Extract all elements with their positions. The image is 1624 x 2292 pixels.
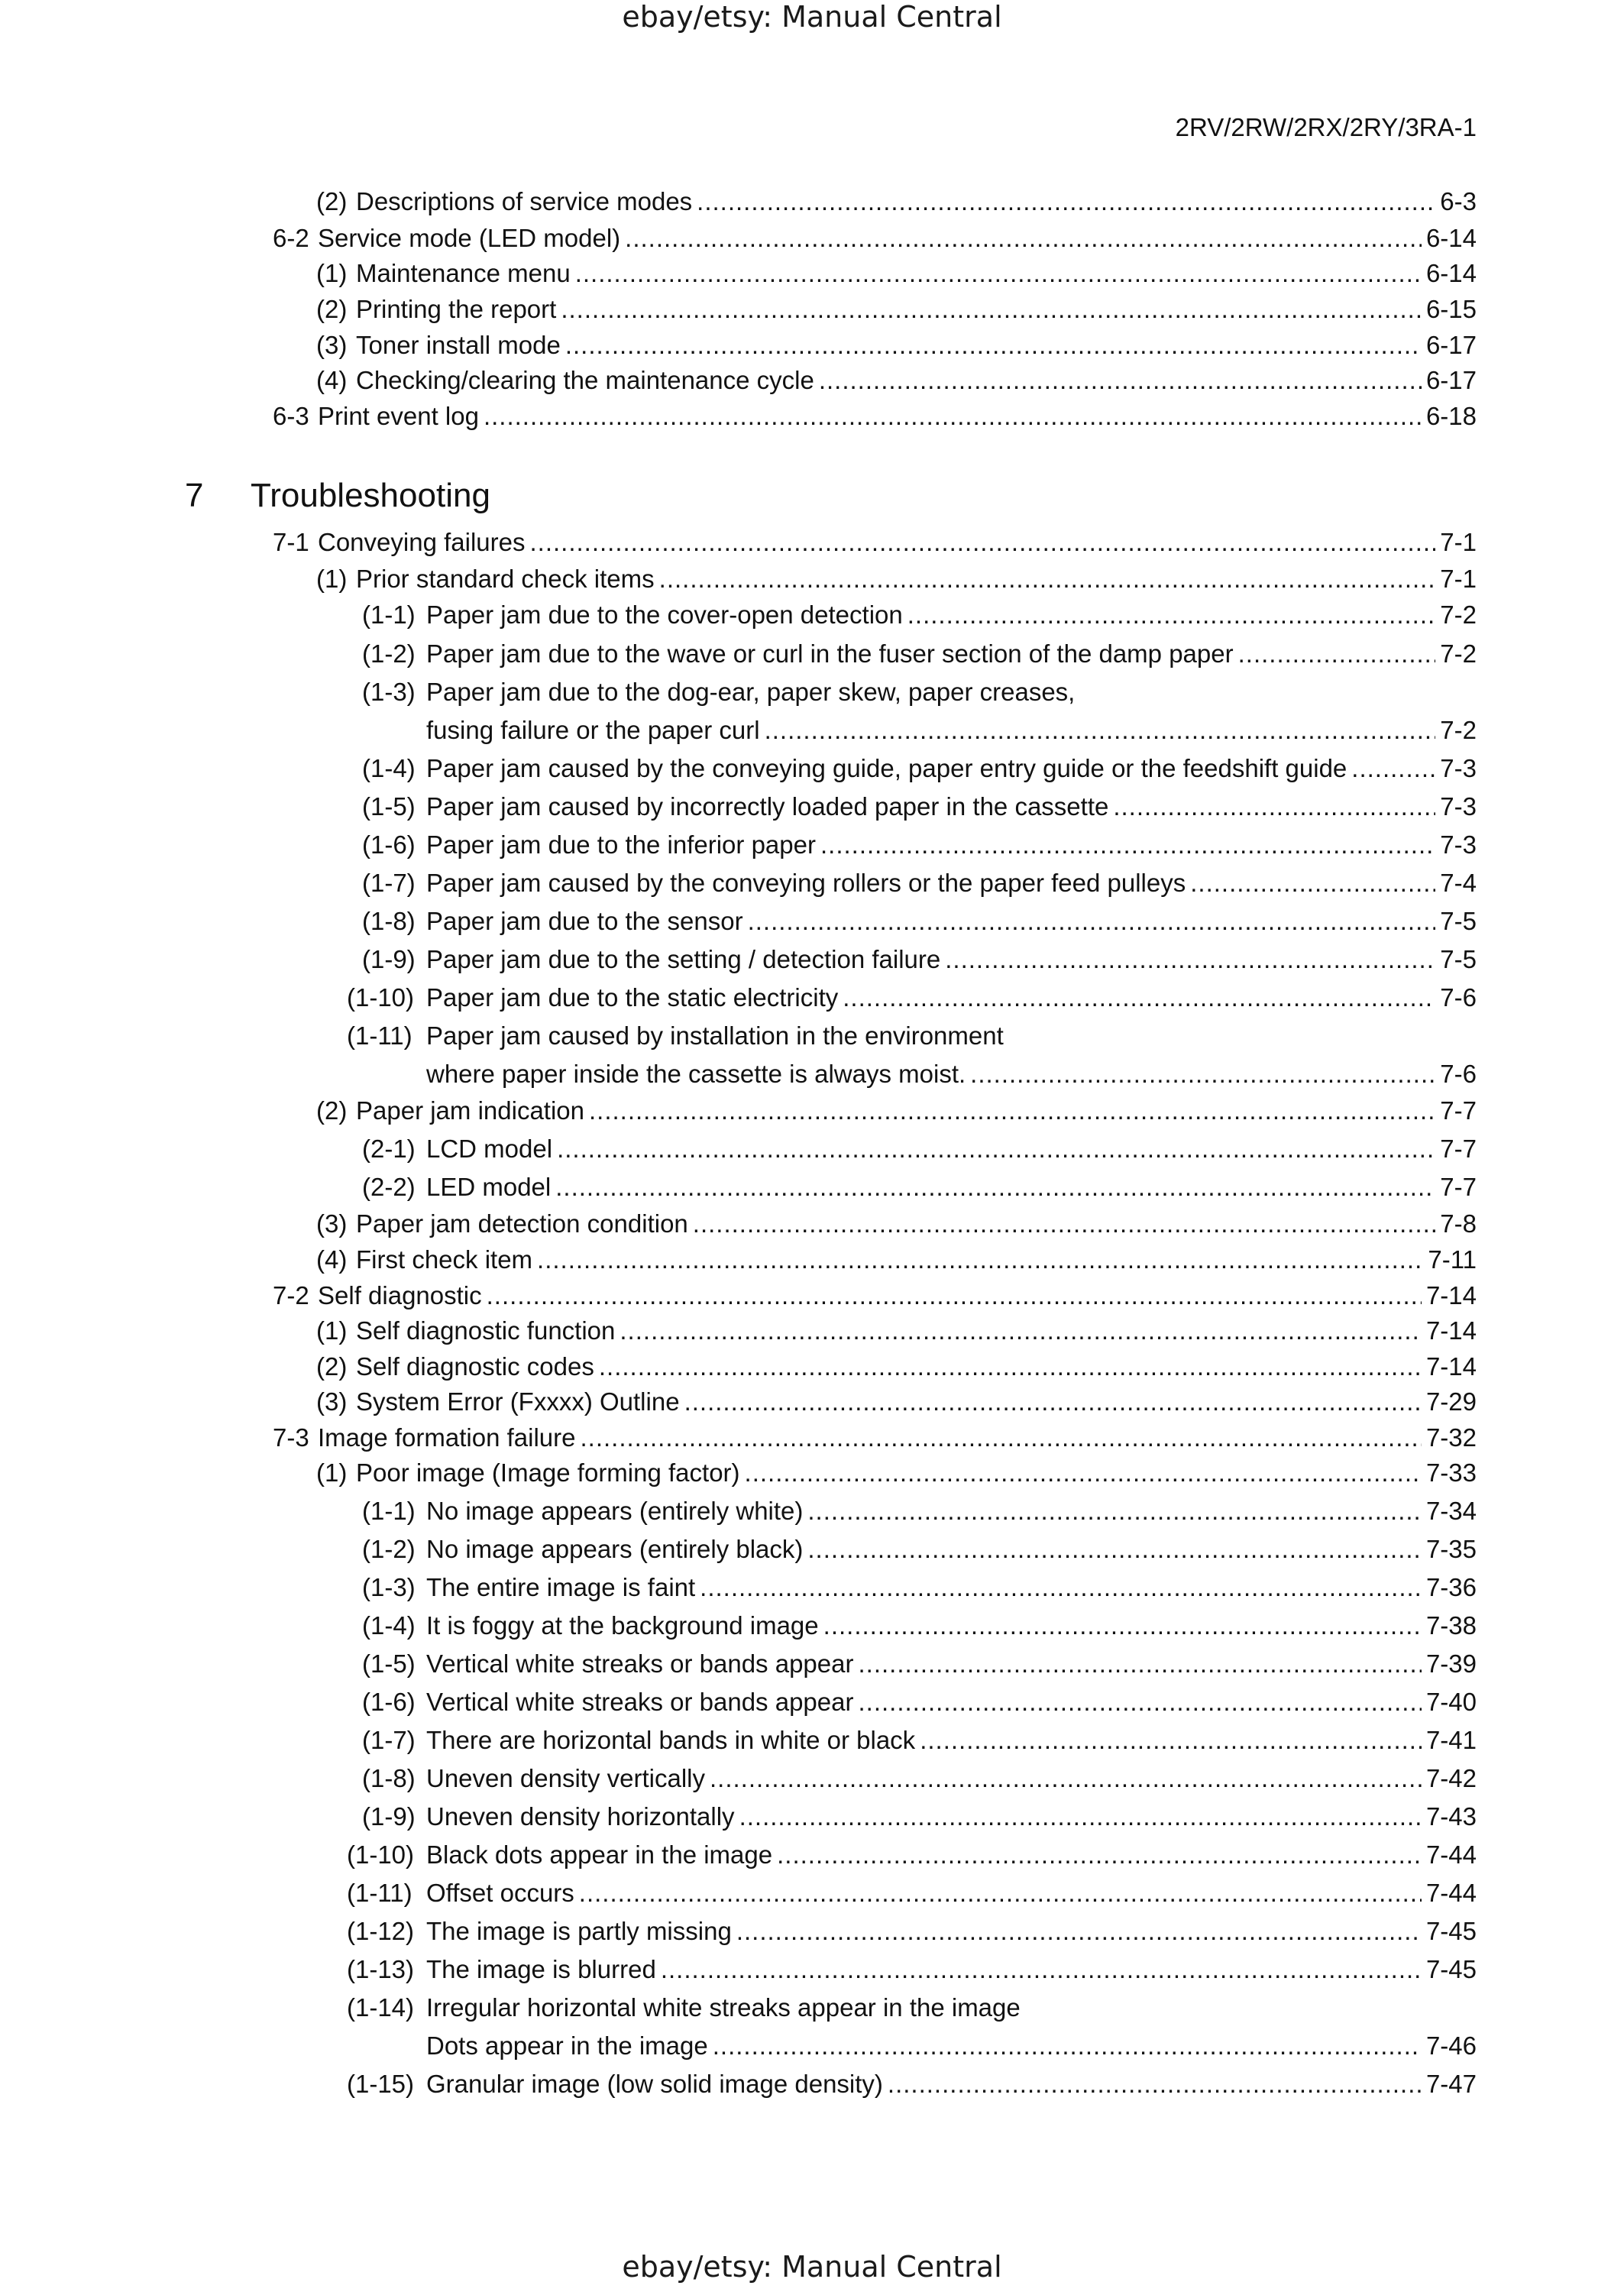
toc-entry-title: Dots appear in the image <box>426 2031 708 2060</box>
toc-entry <box>362 830 1477 860</box>
toc-entry-title: System Error (Fxxxx) Outline <box>356 1387 680 1416</box>
toc-leader-dots <box>1351 753 1435 784</box>
toc-entry-title: Vertical white streaks or bands appear <box>426 1649 854 1678</box>
toc-entry-number: (2) <box>316 1096 348 1125</box>
toc-entry-page: 7-7 <box>1440 1096 1477 1125</box>
toc-leader-dots <box>765 715 1436 746</box>
toc-entry-page: 6-14 <box>1425 259 1477 287</box>
toc-entry-number: (1-14) <box>347 1993 415 2022</box>
toc-leader-dots <box>561 294 1422 325</box>
toc-leader-dots <box>710 1763 1422 1794</box>
toc-entry-title: Self diagnostic <box>318 1281 482 1309</box>
toc-entry-page: 7-14 <box>1425 1316 1477 1345</box>
toc-entry-number: (2) <box>316 1352 348 1381</box>
toc-entry-page: 6-18 <box>1425 402 1477 430</box>
toc-entry-title: Conveying failures <box>318 528 526 556</box>
toc-entry-page: 7-14 <box>1425 1352 1477 1381</box>
toc-leader-dots <box>537 1245 1423 1275</box>
toc-entry-page: 7-11 <box>1428 1245 1477 1274</box>
toc-entry-number: (1-8) <box>362 907 416 935</box>
toc-entry-title: Paper jam due to the static electricity <box>426 983 839 1012</box>
toc-leader-dots <box>736 1916 1422 1947</box>
toc-entry-title: There are horizontal bands in white or black <box>426 1726 916 1754</box>
toc-leader-dots <box>555 1172 1435 1203</box>
toc-leader-dots <box>529 527 1435 558</box>
toc-entry-title: The entire image is faint <box>426 1573 696 1601</box>
toc-leader-dots <box>820 830 1435 860</box>
toc-entry-page: 6-17 <box>1425 331 1477 359</box>
toc-entry-title: Paper jam caused by the conveying rollers or the paper feed pulleys <box>426 869 1186 897</box>
toc-entry-number: (1-3) <box>362 678 416 706</box>
toc-entry-title: Offset occurs <box>426 1879 574 1907</box>
toc-entry-page: 7-35 <box>1425 1535 1477 1563</box>
toc-entry-page: 7-47 <box>1425 2070 1477 2098</box>
toc-leader-dots <box>625 223 1422 254</box>
toc-entry <box>362 1802 1477 1832</box>
toc-entry-number: 7-1 <box>273 528 309 556</box>
toc-entry-page: 7-6 <box>1440 1060 1477 1088</box>
toc-leader-dots <box>843 983 1435 1013</box>
toc-leader-dots <box>575 258 1422 289</box>
toc-entry <box>362 1572 1477 1603</box>
toc-entry-title: No image appears (entirely black) <box>426 1535 804 1563</box>
toc-entry <box>316 1352 1477 1382</box>
toc-entry-page: 7-2 <box>1440 716 1477 744</box>
toc-entry-number: (1-10) <box>347 1840 415 1869</box>
toc-entry-title: Black dots appear in the image <box>426 1840 773 1869</box>
toc-leader-dots <box>858 1687 1421 1717</box>
toc-entry-number: (1-11) <box>347 1021 412 1050</box>
toc-entry <box>316 1316 1477 1346</box>
toc-leader-dots <box>1190 868 1435 898</box>
toc-entry <box>426 1059 1477 1089</box>
toc-entry <box>362 1611 1477 1641</box>
toc-entry-title: Paper jam due to the wave or curl in the fuser section of the damp paper <box>426 639 1234 668</box>
toc-entry-number: (1) <box>316 565 348 593</box>
toc-entry <box>426 715 1477 746</box>
toc-entry-title: Granular image (low solid image density) <box>426 2070 883 2098</box>
toc-entry <box>316 186 1477 217</box>
toc-entry-title: Paper jam caused by installation in the environment <box>426 1021 1004 1050</box>
toc-entry-title: No image appears (entirely white) <box>426 1497 804 1525</box>
toc-entry-page: 7-43 <box>1425 1802 1477 1831</box>
toc-entry-title: Paper jam due to the cover-open detection <box>426 601 903 629</box>
toc-entry-title: It is foggy at the background image <box>426 1611 819 1640</box>
toc-entry-number: (1-3) <box>362 1573 416 1601</box>
toc-entry <box>362 906 1477 937</box>
toc-entry <box>347 2069 1477 2099</box>
toc-entry-number: (4) <box>316 1245 348 1274</box>
toc-entry <box>316 1387 1477 1417</box>
toc-entry <box>362 677 1075 707</box>
toc-entry-title: Paper jam detection condition <box>356 1209 688 1238</box>
toc-entry-page: 6-14 <box>1425 224 1477 252</box>
toc-entry-title: Prior standard check items <box>356 565 655 593</box>
toc-entry-page: 7-44 <box>1425 1879 1477 1907</box>
toc-entry-title: Paper jam caused by the conveying guide, paper entry guide or the feedshift guide <box>426 754 1347 782</box>
toc-entry-page: 7-2 <box>1440 639 1477 668</box>
toc-leader-dots <box>589 1096 1435 1126</box>
toc-entry <box>273 1280 1477 1311</box>
toc-entry-title: The image is partly missing <box>426 1917 732 1945</box>
toc-entry-title: Descriptions of service modes <box>356 187 693 215</box>
toc-entry-page: 7-5 <box>1440 907 1477 935</box>
toc-leader-dots <box>888 2069 1422 2099</box>
toc-entry-number: 6-3 <box>273 402 309 430</box>
toc-entry-title: The image is blurred <box>426 1955 656 1983</box>
toc-entry <box>316 365 1477 396</box>
toc-entry-page: 7-42 <box>1425 1764 1477 1792</box>
toc-entry-number: (1-15) <box>347 2070 415 2098</box>
toc-leader-dots <box>907 600 1436 630</box>
toc-entry <box>347 1916 1477 1947</box>
toc-entry <box>316 330 1477 361</box>
toc-entry-page: 7-1 <box>1440 528 1477 556</box>
toc-leader-dots <box>713 2031 1422 2061</box>
chapter-title: Troubleshooting <box>251 477 490 514</box>
toc-entry-title: Checking/clearing the maintenance cycle <box>356 366 814 394</box>
toc-entry-page: 7-6 <box>1440 983 1477 1012</box>
toc-entry-page: 7-46 <box>1425 2031 1477 2060</box>
toc-entry-page: 7-7 <box>1440 1173 1477 1201</box>
toc-entry-title: where paper inside the cassette is always moist. <box>426 1060 966 1088</box>
toc-entry-title: Self diagnostic codes <box>356 1352 594 1381</box>
toc-entry-number: (1-4) <box>362 1611 416 1640</box>
toc-entry <box>347 1954 1477 1985</box>
toc-entry-title: Image formation failure <box>318 1423 576 1452</box>
toc-leader-dots <box>487 1280 1422 1311</box>
toc-entry <box>347 1993 1021 2023</box>
toc-entry-number: (1-2) <box>362 1535 416 1563</box>
toc-entry-page: 7-33 <box>1425 1458 1477 1487</box>
toc-entry <box>273 401 1477 432</box>
toc-entry-title: LED model <box>426 1173 552 1201</box>
toc-entry-page: 7-39 <box>1425 1649 1477 1678</box>
toc-entry <box>273 223 1477 254</box>
toc-leader-dots <box>1238 639 1436 669</box>
toc-entry-number: (1) <box>316 1458 348 1487</box>
toc-entry-title: Print event log <box>318 402 479 430</box>
toc-entry-number: (2) <box>316 295 348 323</box>
toc-entry-page: 7-3 <box>1440 830 1477 859</box>
toc-entry-page: 7-38 <box>1425 1611 1477 1640</box>
toc-entry-page: 7-45 <box>1425 1955 1477 1983</box>
toc-entry-number: (1-7) <box>362 1726 416 1754</box>
watermark-top: ebay/etsy: Manual Central <box>622 0 1002 34</box>
toc-entry <box>347 1840 1477 1870</box>
toc-entry-number: (1-6) <box>362 830 416 859</box>
toc-leader-dots <box>739 1802 1422 1832</box>
toc-entry-number: (2-2) <box>362 1173 416 1201</box>
toc-leader-dots <box>970 1059 1435 1089</box>
toc-entry <box>347 983 1477 1013</box>
toc-entry-title: Self diagnostic function <box>356 1316 616 1345</box>
toc-entry <box>273 527 1477 558</box>
toc-entry-title: fusing failure or the paper curl <box>426 716 760 744</box>
toc-entry-number: (1-5) <box>362 1649 416 1678</box>
toc-entry-page: 7-45 <box>1425 1917 1477 1945</box>
toc-entry-number: 7-3 <box>273 1423 309 1452</box>
toc-entry-number: (1) <box>316 1316 348 1345</box>
toc-entry <box>316 1245 1477 1275</box>
toc-entry-number: (1-11) <box>347 1879 412 1907</box>
toc-entry-page: 7-8 <box>1440 1209 1477 1238</box>
toc-entry <box>347 1878 1477 1908</box>
toc-entry-page: 7-14 <box>1425 1281 1477 1309</box>
toc-entry <box>362 753 1477 784</box>
toc-entry-number: (1-1) <box>362 1497 416 1525</box>
toc-leader-dots <box>819 365 1422 396</box>
toc-leader-dots <box>565 330 1422 361</box>
toc-entry-title: Paper jam indication <box>356 1096 584 1125</box>
toc-entry-title: Uneven density vertically <box>426 1764 705 1792</box>
toc-entry-title: Poor image (Image forming factor) <box>356 1458 740 1487</box>
toc-entry-page: 7-29 <box>1425 1387 1477 1416</box>
toc-entry-page: 6-15 <box>1425 295 1477 323</box>
toc-entry <box>362 1134 1477 1164</box>
toc-entry-number: (1-9) <box>362 945 416 973</box>
toc-leader-dots <box>748 906 1436 937</box>
toc-entry-title: Paper jam due to the sensor <box>426 907 743 935</box>
toc-entry-number: (2) <box>316 187 348 215</box>
toc-leader-dots <box>1113 792 1435 822</box>
toc-entry <box>362 1496 1477 1526</box>
toc-entry <box>362 792 1477 822</box>
toc-leader-dots <box>620 1316 1422 1346</box>
toc-entry <box>362 1649 1477 1679</box>
toc-entry <box>316 258 1477 289</box>
toc-entry-title: LCD model <box>426 1135 553 1163</box>
toc-leader-dots <box>661 1954 1422 1985</box>
toc-entry-page: 7-34 <box>1425 1497 1477 1525</box>
toc-entry-page: 7-40 <box>1425 1688 1477 1716</box>
toc-entry <box>362 1534 1477 1565</box>
toc-entry-page: 7-2 <box>1440 601 1477 629</box>
toc-leader-dots <box>599 1352 1422 1382</box>
toc-entry <box>362 600 1477 630</box>
toc-leader-dots <box>579 1878 1422 1908</box>
toc-entry-number: (1-7) <box>362 869 416 897</box>
toc-entry <box>362 1725 1477 1756</box>
toc-leader-dots <box>684 1387 1422 1417</box>
toc-entry-title: Toner install mode <box>356 331 561 359</box>
toc-entry <box>362 868 1477 898</box>
chapter-number: 7 <box>185 477 204 514</box>
toc-entry-page: 6-17 <box>1425 366 1477 394</box>
toc-entry-title: Maintenance menu <box>356 259 571 287</box>
toc-entry <box>316 1209 1477 1239</box>
toc-entry-number: (1) <box>316 259 348 287</box>
toc-entry-number: (1-8) <box>362 1764 416 1792</box>
toc-entry-number: (2-1) <box>362 1135 416 1163</box>
toc-entry <box>347 1021 1004 1051</box>
toc-entry <box>316 564 1477 594</box>
toc-entry-page: 7-5 <box>1440 945 1477 973</box>
toc-leader-dots <box>807 1534 1422 1565</box>
toc-leader-dots <box>700 1572 1422 1603</box>
toc-leader-dots <box>745 1458 1422 1488</box>
toc-entry <box>316 294 1477 325</box>
document-id: 2RV/2RW/2RX/2RY/3RA-1 <box>1175 113 1477 141</box>
toc-entry-page: 7-32 <box>1425 1423 1477 1452</box>
watermark-bottom: ebay/etsy: Manual Central <box>622 2250 1002 2284</box>
toc-entry-number: (4) <box>316 366 348 394</box>
toc-entry-title: First check item <box>356 1245 533 1274</box>
toc-entry-title: Printing the report <box>356 295 557 323</box>
toc-entry-number: (3) <box>316 331 348 359</box>
toc-entry-number: (1-6) <box>362 1688 416 1716</box>
toc-entry-number: 6-2 <box>273 224 309 252</box>
toc-entry-title: Paper jam caused by incorrectly loaded paper in the cassette <box>426 792 1109 821</box>
toc-entry-number: 7-2 <box>273 1281 309 1309</box>
toc-entry <box>362 1763 1477 1794</box>
toc-leader-dots <box>659 564 1436 594</box>
toc-entry-page: 7-1 <box>1440 565 1477 593</box>
toc-entry-number: (1-10) <box>347 983 415 1012</box>
toc-entry-number: (1-9) <box>362 1802 416 1831</box>
toc-entry-number: (1-4) <box>362 754 416 782</box>
toc-entry-page: 7-7 <box>1440 1135 1477 1163</box>
toc-entry-page: 6-3 <box>1440 187 1477 215</box>
toc-entry-title: Paper jam due to the dog-ear, paper skew, paper creases, <box>426 678 1076 706</box>
toc-entry-page: 7-3 <box>1440 792 1477 821</box>
toc-entry <box>362 1687 1477 1717</box>
toc-leader-dots <box>807 1496 1422 1526</box>
toc-entry-number: (1-2) <box>362 639 416 668</box>
toc-entry-page: 7-3 <box>1440 754 1477 782</box>
toc-entry-number: (1-12) <box>347 1917 415 1945</box>
toc-entry <box>316 1458 1477 1488</box>
toc-leader-dots <box>581 1423 1422 1453</box>
toc-entry <box>316 1096 1477 1126</box>
toc-entry-number: (3) <box>316 1209 348 1238</box>
toc-entry-title: Service mode (LED model) <box>318 224 621 252</box>
toc-leader-dots <box>697 186 1435 217</box>
toc-entry-number: (1-5) <box>362 792 416 821</box>
toc-entry <box>362 639 1477 669</box>
toc-entry-title: Paper jam due to the inferior paper <box>426 830 816 859</box>
toc-entry-title: Uneven density horizontally <box>426 1802 735 1831</box>
toc-entry-page: 7-41 <box>1425 1726 1477 1754</box>
toc-entry-number: (1-1) <box>362 601 416 629</box>
toc-entry <box>362 1172 1477 1203</box>
toc-leader-dots <box>823 1611 1422 1641</box>
toc-entry <box>426 2031 1477 2061</box>
toc-leader-dots <box>945 944 1435 975</box>
toc-entry-page: 7-36 <box>1425 1573 1477 1601</box>
toc-leader-dots <box>858 1649 1421 1679</box>
toc-entry-number: (1-13) <box>347 1955 415 1983</box>
toc-entry-number: (3) <box>316 1387 348 1416</box>
toc-leader-dots <box>693 1209 1436 1239</box>
toc-leader-dots <box>777 1840 1422 1870</box>
toc-entry-title: Paper jam due to the setting / detection failure <box>426 945 941 973</box>
toc-leader-dots <box>920 1725 1422 1756</box>
toc-leader-dots <box>484 401 1422 432</box>
toc-entry-title: Vertical white streaks or bands appear <box>426 1688 854 1716</box>
toc-leader-dots <box>557 1134 1435 1164</box>
toc-entry <box>273 1423 1477 1453</box>
toc-entry-page: 7-44 <box>1425 1840 1477 1869</box>
toc-entry <box>362 944 1477 975</box>
toc-entry-page: 7-4 <box>1440 869 1477 897</box>
toc-entry-title: Irregular horizontal white streaks appear in the image <box>426 1993 1021 2022</box>
